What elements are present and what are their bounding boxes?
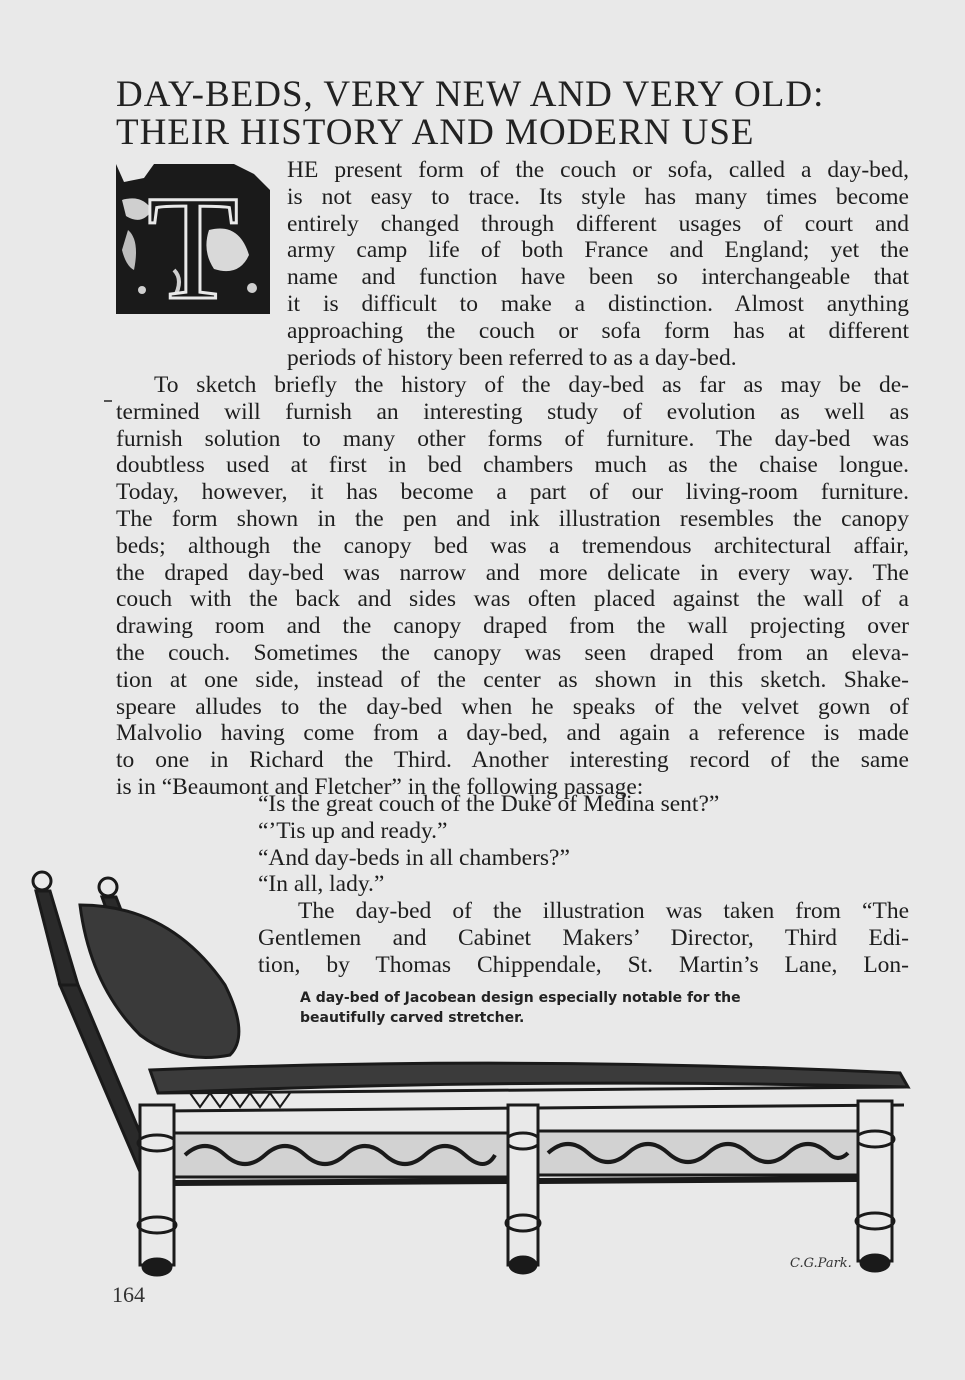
intro-line: it is difficult to make a distinction. Almost anything: [287, 290, 909, 317]
title-line-1: DAY-BEDS, VERY NEW AND VERY OLD:: [116, 74, 825, 115]
intro-line: HE present form of the couch or sofa, called a day-bed,: [287, 157, 909, 183]
continuation-line: tion, by Thomas Chippendale, St. Martin’s Lane, Lon-: [258, 951, 909, 978]
body-line: the couch. Sometimes the canopy was seen draped from an eleva-: [116, 639, 909, 666]
quote-line: “Is the great couch of the Duke of Medina sent?”: [258, 791, 720, 817]
body-line: To sketch briefly the history of the day-bed as far as may be de-: [154, 372, 909, 398]
intro-line: name and function have been so interchangeable that: [287, 264, 909, 291]
body-line: speare alludes to the day-bed when he speaks of the velvet gown of: [116, 693, 909, 720]
intro-paragraph: [287, 157, 909, 371]
daybed-illustration: [20, 865, 920, 1295]
caption-line-2: beautifully carved stretcher.: [300, 1010, 525, 1026]
body-paragraph: [116, 372, 909, 801]
body-line: Today, however, it has become a part of our living-room furniture.: [116, 479, 909, 506]
body-line: drawing room and the canopy draped from the wall projecting over: [116, 613, 909, 640]
intro-line: is not easy to trace. Its style has many times become: [287, 183, 909, 210]
continuation-line: Gentlemen and Cabinet Makers’ Director, Third Edi-: [258, 924, 909, 951]
quote-line: “’Tis up and ready.”: [258, 817, 448, 844]
caption-line-1: A day-bed of Jacobean design especially notable for the: [300, 990, 741, 1006]
dropcap-illustration: [114, 160, 272, 318]
intro-line: entirely changed through different usages of court and: [287, 210, 909, 237]
body-line: the draped day-bed was narrow and more delicate in every way. The: [116, 559, 909, 586]
intro-line: periods of history been referred to as a day-bed.: [287, 344, 737, 371]
quote-line: “In all, lady.”: [258, 871, 385, 898]
body-line: couch with the back and sides was often placed against the wall of a: [116, 586, 909, 613]
dropcap-letter: T: [147, 165, 239, 318]
body-line: furnish solution to many other forms of furniture. The day-bed was: [116, 425, 909, 452]
page-number: 164: [112, 1282, 145, 1307]
body-line: doubtless used at first in bed chambers much as the chaise longue.: [116, 452, 909, 479]
title-line-2: THEIR HISTORY AND MODERN USE: [116, 112, 755, 153]
continuation-line: The day-bed of the illustration was taken from “The: [298, 898, 909, 924]
intro-line: army camp life of both France and England; yet the: [287, 237, 909, 264]
body-line: Malvolio having come from a day-bed, and again a reference is made: [116, 720, 909, 747]
quote-line: “And day-beds in all chambers?”: [258, 844, 570, 871]
body-line: is in “Beaumont and Fletcher” in the following passage:: [116, 773, 644, 800]
margin-mark: [104, 400, 112, 402]
body-line: termined will furnish an interesting study of evolution as well as: [116, 398, 909, 425]
body-line: tion at one side, instead of the center as shown in this sketch. Shake-: [116, 666, 909, 693]
body-line: beds; although the canopy bed was a tremendous architectural affair,: [116, 532, 909, 559]
artist-signature: C.G.Park.: [790, 1256, 852, 1271]
article-title: [116, 76, 916, 152]
illustration-caption: [300, 988, 860, 1028]
body-line: to one in Richard the Third. Another interesting record of the same: [116, 747, 909, 774]
intro-line: approaching the couch or sofa form has at different: [287, 317, 909, 344]
body-line: The form shown in the pen and ink illustration resembles the canopy: [116, 505, 909, 532]
